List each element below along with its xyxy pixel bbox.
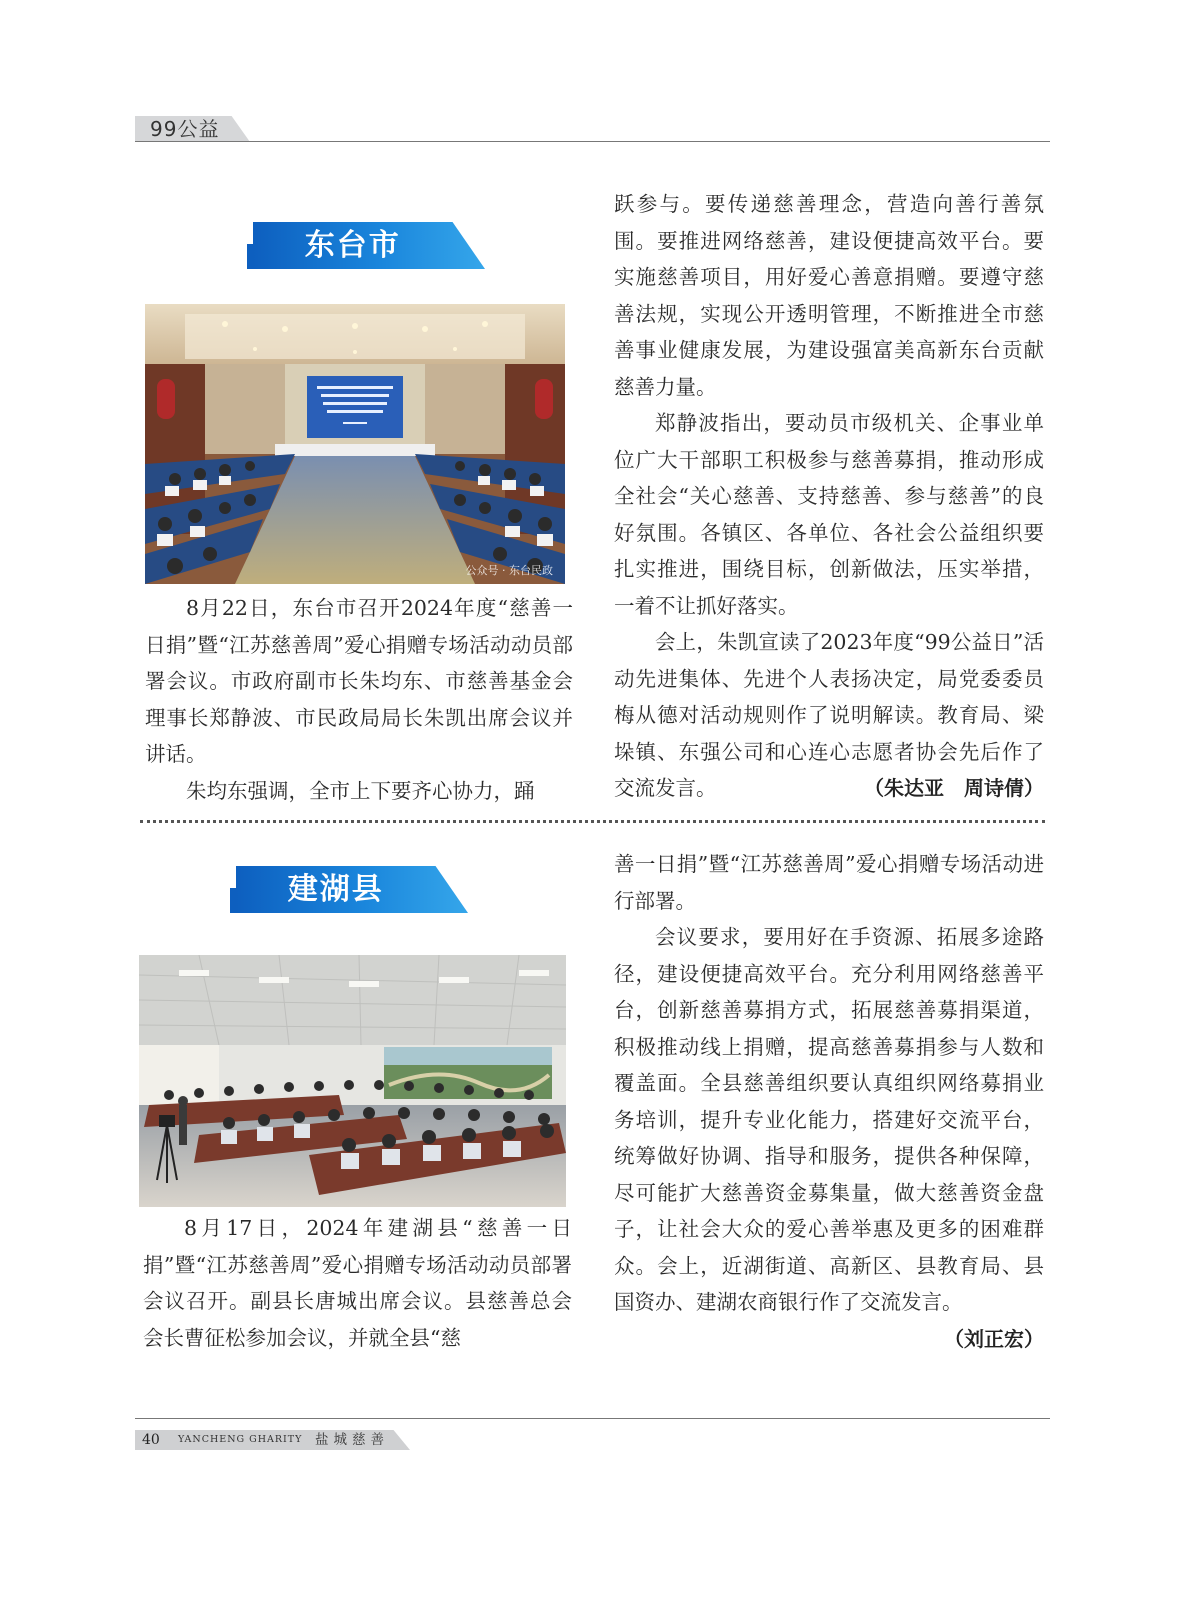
banner-title: 东台市: [304, 228, 401, 263]
footer-rule: [135, 1418, 1050, 1419]
paragraph: 朱均东强调，全市上下要齐心协力，踊: [186, 778, 535, 803]
paragraph-text: 会议要求，要用好在手资源、拓展多途路径，建设便捷高效平台。充分利用网络慈善平台，创新慈善募捐方式，拓展慈善募捐渠道，积极推动线上捐赠，提高慈善募捐参与人数和覆盖面。全县慈善组织要认真组织网络募捐业务培训，提升专业化能力，搭建好交流平台，统筹做好协调、指导和服务，提供各种保障，尽可能扩大慈善资金募集量，做大慈善资金盘子，让社会大众的爱心善举惠及更多的困难群众。会上，近湖街道、高新区、县教育局、县国资办、建湖农商银行作了交流发言。: [614, 925, 1044, 1314]
paragraph: 善一日捐”暨“江苏慈善周”爱心捐赠专场活动进行部署。: [614, 852, 1044, 913]
section-title: 99公益: [150, 117, 220, 141]
section-divider: [140, 820, 1045, 823]
paragraph: [614, 919, 1044, 1351]
header-rule: [135, 141, 1050, 142]
paragraph-text: 会上，朱凯宣读了2023年度“99公益日”活动先进集体、先进个人表扬决定，局党委委员梅从德对活动规则作了说明解读。教育局、梁垛镇、东强公司和心连心志愿者协会先后作了交流发言。: [614, 630, 1044, 800]
photo-jianhu-meeting: [139, 955, 566, 1207]
paragraph: 8月17日，2024年建湖县“慈善一日捐”暨“江苏慈善周”爱心捐赠专场活动动员部署会议召开。副县长唐城出席会议。县慈善总会会长曹征松参加会议，并就全县“慈: [143, 1216, 572, 1350]
banner-jianhu: [236, 866, 468, 913]
paragraph: 跃参与。要传递慈善理念，营造向善行善氛围。要推进网络慈善，建设便捷高效平台。要实施慈善项目，用好爱心善意捐赠。要遵守慈善法规，实现公开透明管理，不断推进全市慈善事业健康发展，为建设强富美高新东台贡献慈善力量。: [614, 192, 1044, 399]
footer-magazine-title: 盐城慈善: [315, 1432, 389, 1448]
photo-watermark: 公众号 · 东台民政: [465, 564, 553, 577]
paragraph: 郑静波指出，要动员市级机关、企事业单位广大干部职工积极参与慈善募捐，推动形成全社会“关心慈善、支持慈善、参与慈善”的良好氛围。各镇区、各单位、各社会公益组织要扎实推进，围绕目标，创新做法，压实举措，一着不让抓好落实。: [614, 411, 1044, 618]
photo-dongtai-meeting: [145, 304, 565, 584]
banner-dongtai: [253, 222, 485, 269]
jianhu-left-column: [143, 1210, 572, 1356]
footer-english-title: YANCHENG GHARITY: [178, 1434, 303, 1445]
paragraph: [614, 624, 1044, 807]
banner-title: 建湖县: [287, 872, 384, 907]
page-number: 40: [142, 1432, 160, 1448]
author-credit: （刘正宏）: [944, 1326, 1044, 1351]
jianhu-right-column: [614, 846, 1044, 1357]
paragraph: 8月22日，东台市召开2024年度“慈善一日捐”暨“江苏慈善周”爱心捐赠专场活动动员部署会议。市政府副市长朱均东、市慈善基金会理事长郑静波、市民政局局长朱凯出席会议并讲话。: [145, 596, 573, 766]
meeting-hall-image: [145, 304, 565, 584]
conference-room-image: [139, 955, 566, 1207]
author-credit: （朱达亚 周诗倩）: [864, 776, 1044, 800]
dongtai-right-column: [614, 186, 1044, 807]
dongtai-left-column: [145, 590, 573, 809]
